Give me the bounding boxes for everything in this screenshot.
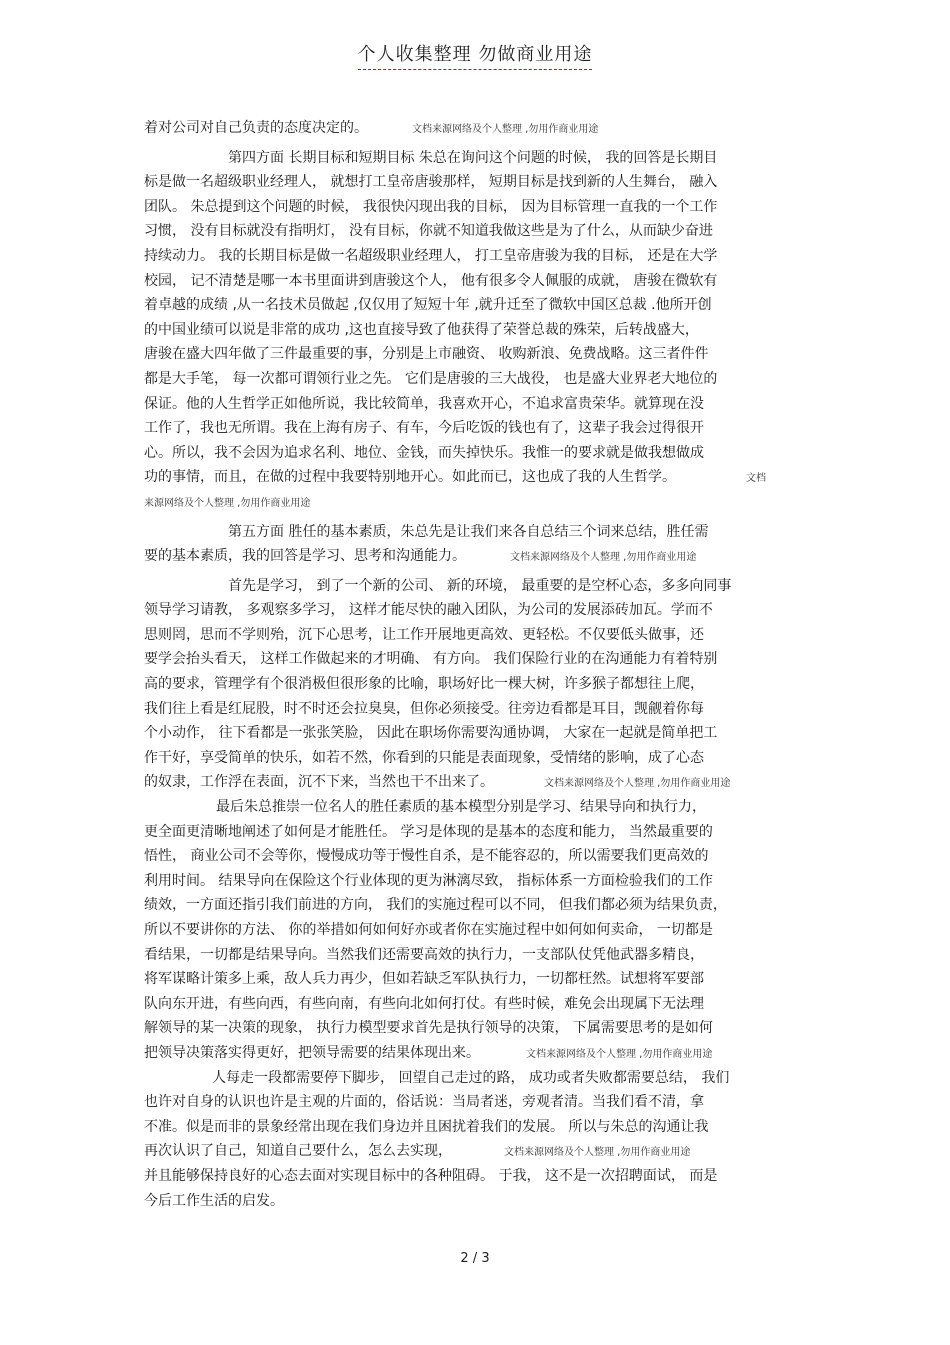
text-line: 作干好，享受简单的快乐，如若不然，你看到的只能是表面现象，受情绪的影响，成了心态 xyxy=(144,749,704,766)
text-line: 首先是学习， 到了一个新的公司、 新的环境， 最重要的是空杯心态，多多向同事 xyxy=(228,577,732,594)
source-note: 文档来源网络及个人整理 ,勿用作商业用途 xyxy=(504,1147,691,1159)
text-line: 习惯， 没有目标就没有指明灯， 没有目标，你就不知道我做这些是为了什么，从而缺少奋进 xyxy=(144,223,713,240)
text-line: 的中国业绩可以说是非常的成功 ,这也直接导致了他获得了荣誉总裁的殊荣，后转战盛大， xyxy=(144,321,699,338)
source-note: 文档来源网络及个人整理 ,勿用作商业用途 xyxy=(510,552,697,564)
text-line: 队向东开进，有些向西，有些向南，有些向北如何打仗。有些时候，难免会出现属下无法理 xyxy=(144,995,704,1012)
text-line: 功的事情，而且，在做的过程中我要特别地开心。如此而已，这也成了我的人生哲学。 文档 xyxy=(144,469,766,486)
text-line: 今后工作生活的启发。 xyxy=(144,1192,284,1209)
page-number: 2 / 3 xyxy=(460,1251,490,1266)
text-line: 都是大手笔， 每一次都可谓领行业之先。 它们是唐骏的三大战役， 也是盛大业界老大地位的 xyxy=(144,370,718,387)
text-line: 看结果，一切都是结果导向。当然我们还需要高效的执行力，一支部队仗凭他武器多精良， xyxy=(144,946,704,963)
text-line: 要的基本素质，我的回答是学习、思考和沟通能力。 文档来源网络及个人整理 ,勿用作商业用途 xyxy=(144,548,697,565)
text-line: 也许对自身的认识也许是主观的片面的，俗话说：当局者迷，旁观者清。当我们看不清，拿 xyxy=(144,1094,704,1111)
text-line: 着卓越的成绩 ,从一名技术员做起 ,仅仅用了短短十年 ,就升迁至了微软中国区总裁 .他所开创 xyxy=(144,297,712,314)
source-note: 文档来源网络及个人整理 ,勿用作商业用途 xyxy=(412,124,599,135)
text-line: 要学会抬头看天， 这样工作做起来的才明确、 有方向。 我们保险行业的在沟通能力有着特别 xyxy=(144,651,718,668)
text-line: 着对公司对自己负责的态度决定的。 文档来源网络及个人整理 ,勿用作商业用途 xyxy=(144,120,599,136)
text-line: 思则罔，思而不学则殆，沉下心思考，让工作开展地更高效、更轻松。不仅要低头做事，还 xyxy=(144,626,704,643)
text-line: 所以不要讲你的方法、 你的举措如何如何好亦或者你在实施过程中如何如何卖命， 一切都是 xyxy=(144,922,713,938)
text-line: 绩效，一方面还指引我们前进的方向， 我们的实施过程可以不同， 但我们都必须为结果负责， xyxy=(144,897,727,914)
text-line: 不准。似是而非的景象经常出现在我们身边并且困扰着我们的发展。 所以与朱总的沟通让我 xyxy=(144,1118,709,1135)
text-line: 将军谋略计策多上乘，敌人兵力再少，但如若缺乏军队执行力，一切都枉然。试想将军要部 xyxy=(144,971,704,988)
text-line: 第四方面 长期目标和短期目标 朱总在询问这个问题的时候， 我的回答是长期目 xyxy=(228,149,718,166)
source-note: 来源网络及个人整理 ,勿用作商业用途 xyxy=(144,497,311,509)
text-line: 第五方面 胜任的基本素质，朱总先是让我们来各自总结三个词来总结，胜任需 xyxy=(228,523,709,540)
text-line: 解领导的某一决策的现象， 执行力模型要求首先是执行领导的决策， 下属需要思考的是如何 xyxy=(144,1020,713,1037)
text-line: 校园， 记不清楚是哪一本书里面讲到唐骏这个人， 他有很多令人佩服的成就， 唐骏在微软有 xyxy=(144,272,718,289)
text-line: 的奴隶，工作浮在表面，沉不下来，当然也干不出来了。 文档来源网络及个人整理 ,勿用作商业用途 xyxy=(144,774,731,791)
text-line: 个小动作， 往下看都是一张张笑脸， 因此在职场你需要沟通协调， 大家在一起就是简单把工 xyxy=(144,725,718,742)
text-line: 保证。他的人生哲学正如他所说，我比较简单，我喜欢开心，不追求富贵荣华。就算现在没 xyxy=(144,395,704,412)
text-line: 持续动力。 我的长期目标是做一名超级职业经理人， 打工皇帝唐骏为我的目标， 还是在大学 xyxy=(144,247,718,264)
text-line: 人每走一段都需要停下脚步， 回望自己走过的路， 成功或者失败都需要总结， 我们 xyxy=(212,1069,730,1086)
text-line: 并且能够保持良好的心态去面对实现目标中的各种阻碍。 于我， 这不是一次招聘面试， 而是 xyxy=(144,1167,718,1184)
text-line: 工作了，我也无所谓。我在上海有房子、有车，今后吃饭的钱也有了，这辈子我会过得很开 xyxy=(144,420,704,437)
text-line: 唐骏在盛大四年做了三件最重要的事，分别是上市融资、 收购新浪、免费战略。这三者件件 xyxy=(144,346,709,363)
text-line: 高的要求，管理学有个很消极但很形象的比喻，职场好比一棵大树，许多猴子都想往上爬， xyxy=(144,676,704,693)
text-line: 团队。 朱总提到这个问题的时候， 我很快闪现出我的目标， 因为目标管理一直我的一个工作 xyxy=(144,198,718,215)
text-line: 把领导决策落实得更好，把领导需要的结果体现出来。 文档来源网络及个人整理 ,勿用作商业用途 xyxy=(144,1044,713,1061)
text-line: 再次认识了自己，知道自己要什么，怎么去实现， 文档来源网络及个人整理 ,勿用作商业用途 xyxy=(144,1143,691,1160)
text-line xyxy=(144,490,806,515)
text-line: 悟性， 商业公司不会等你，慢慢成功等于慢性自杀，是不能容忍的，所以需要我们更高效的 xyxy=(144,848,709,865)
source-note: 文档来源网络及个人整理 ,勿用作商业用途 xyxy=(526,1048,713,1060)
text-line: 心。所以，我不会因为追求名利、地位、金钱，而失掉快乐。我惟一的要求就是做我想做成 xyxy=(144,444,704,461)
text-line: 我们往上看是红屁股，时不时还会拉臭臭，但你必须接受。往旁边看都是耳目，觊觎着你每 xyxy=(144,700,704,717)
document-body xyxy=(144,116,806,1213)
source-note: 文档来源网络及个人整理 ,勿用作商业用途 xyxy=(544,778,731,790)
text-line: 更全面更清晰地阐述了如何是才能胜任。 学习是体现的是基本的态度和能力， 当然最重要的 xyxy=(144,823,713,840)
text-line: 标是做一名超级职业经理人， 就想打工皇帝唐骏那样， 短期目标是找到新的人生舞台， 融入 xyxy=(144,174,718,191)
page-header xyxy=(0,40,950,70)
header-title: 个人收集整理 勿做商业用途 xyxy=(358,40,593,70)
text-line: 最后朱总推崇一位名人的胜任素质的基本模型分别是学习、结果导向和执行力， xyxy=(216,799,706,816)
text-line: 利用时间。 结果导向在保险这个行业体现的更为淋漓尽致， 指标体系一方面检验我们的工作 xyxy=(144,872,713,889)
text-line: 领导学习请教， 多观察多学习， 这样才能尽快的融入团队，为公司的发展添砖加瓦。学而不 xyxy=(144,602,713,619)
